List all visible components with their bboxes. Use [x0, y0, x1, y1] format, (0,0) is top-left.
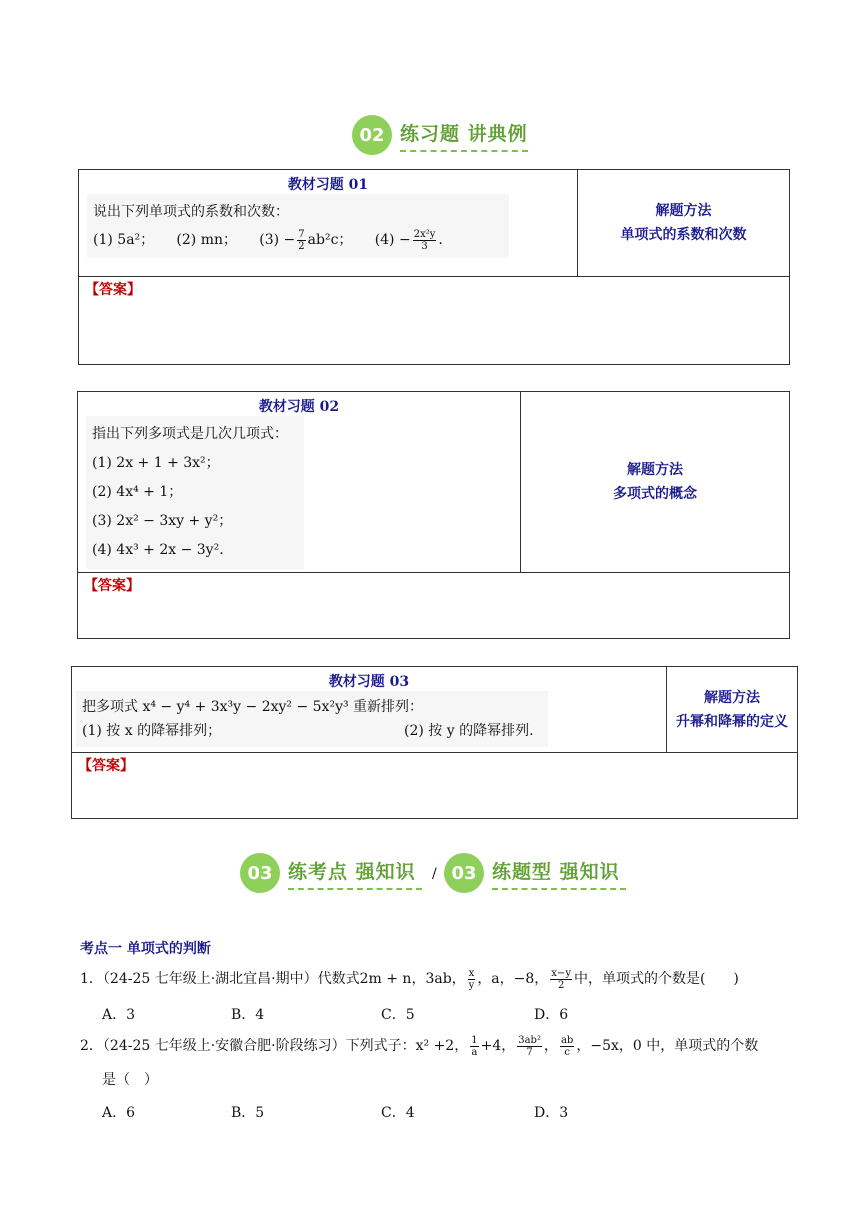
method-cell	[578, 170, 790, 277]
method-desc: 升幂和降幂的定义	[676, 713, 788, 730]
section-title: 练题型 强知识	[492, 857, 626, 890]
method-desc: 单项式的系数和次数	[620, 227, 747, 243]
question-area	[86, 416, 304, 569]
fraction: $\frac{x-y}{2}$	[551, 967, 571, 991]
section-number-badge: 02	[352, 115, 392, 155]
box-title: 教材习题 02	[258, 399, 340, 415]
section-title: 练考点 强知识	[288, 857, 422, 890]
question-2-continued: 是（ ）	[102, 1072, 158, 1088]
item-3: (3) −	[259, 232, 296, 248]
answer-label: 【答案】	[84, 578, 140, 594]
method-desc: 多项式的概念	[613, 486, 697, 502]
option-d: D．6	[534, 1007, 569, 1023]
item-1: (1) 5a²；	[93, 232, 155, 248]
question-text: 1．（24-25 七年级上·湖北宜昌·期中）代数式2m + n，3ab，	[80, 971, 466, 987]
question-area	[76, 691, 548, 747]
section-header-03a	[240, 853, 422, 893]
option-c: C．5	[381, 1007, 415, 1023]
question-1	[80, 967, 739, 991]
fraction: $\frac{ab}{c}$	[560, 1034, 574, 1058]
option-d: D．3	[534, 1105, 569, 1121]
option-a: A．3	[102, 1007, 136, 1023]
exercise-box-1	[78, 169, 790, 365]
section-header-03b	[444, 853, 626, 893]
fraction: $\frac{\text{2x²y}}{3}$	[413, 228, 436, 252]
fraction: $\frac{x}{y}$	[468, 967, 475, 991]
item-4: (4) −	[374, 232, 411, 248]
option-c: C．4	[381, 1105, 415, 1121]
section-divider: /	[432, 866, 437, 882]
section-title: 练习题 讲典例	[400, 119, 528, 152]
item-1: (1) 2x + 1 + 3x²；	[92, 455, 220, 471]
question-text: +4，	[480, 1038, 516, 1054]
box-title: 教材习题 03	[328, 674, 410, 690]
question-items: (1) 5a²； (2) mn； (3) − $\frac{7}{2}$ ab²c； (4) − $\frac{\text{2x²y}}{3}$ .	[93, 228, 443, 252]
method-title: 解题方法	[627, 462, 683, 478]
item-3: (3) 2x² − 3xy + y²；	[92, 513, 233, 529]
section-header-02	[352, 115, 528, 155]
option-a: A．6	[102, 1105, 136, 1121]
question-text: 中，单项式的个数是( )	[573, 971, 739, 987]
fraction: $\frac{7}{2}$	[298, 228, 305, 252]
item-2: (2) mn；	[176, 232, 237, 248]
section-number-badge: 03	[444, 853, 484, 893]
item-4: (4) 4x³ + 2x − 3y².	[92, 542, 224, 558]
question-prompt: 把多项式 x⁴ − y⁴ + 3x³y − 2xy² − 5x²y³ 重新排列：	[82, 699, 424, 715]
method-cell	[521, 392, 790, 573]
item-3-tail: ab²c；	[307, 232, 353, 248]
item-2: (2) 4x⁴ + 1；	[92, 484, 183, 500]
section-number-badge: 03	[240, 853, 280, 893]
question-area	[87, 194, 509, 258]
item-2: (2) 按 y 的降幂排列.	[404, 723, 534, 739]
method-title: 解题方法	[704, 689, 760, 706]
question-text: ，−5x，0 中，单项式的个数	[576, 1038, 759, 1054]
method-title: 解题方法	[655, 203, 712, 219]
answer-label: 【答案】	[78, 758, 134, 774]
item-1: (1) 按 x 的降幂排列；	[82, 723, 222, 739]
question-prompt: 指出下列多项式是几次几项式：	[92, 426, 288, 442]
answer-label: 【答案】	[85, 282, 141, 298]
question-text: ，	[543, 1038, 558, 1054]
box-title: 教材习题 01	[287, 177, 369, 193]
question-text: ，a，−8，	[477, 971, 549, 987]
method-cell	[667, 667, 798, 753]
question-prompt: 说出下列单项式的系数和次数：	[93, 204, 289, 220]
question-text: 2．（24-25 七年级上·安徽合肥·阶段练习）下列式子：x² +2，	[80, 1038, 469, 1054]
topic-heading: 考点一 单项式的判断	[80, 941, 211, 957]
exercise-box-2	[77, 391, 790, 639]
question-2	[80, 1034, 758, 1058]
exercise-box-3	[71, 666, 798, 819]
fraction: $\frac{1}{a}$	[471, 1034, 478, 1058]
option-b: B．4	[231, 1007, 265, 1023]
fraction: $\frac{\text{3ab²}}{7}$	[518, 1034, 541, 1058]
option-b: B．5	[231, 1105, 265, 1121]
